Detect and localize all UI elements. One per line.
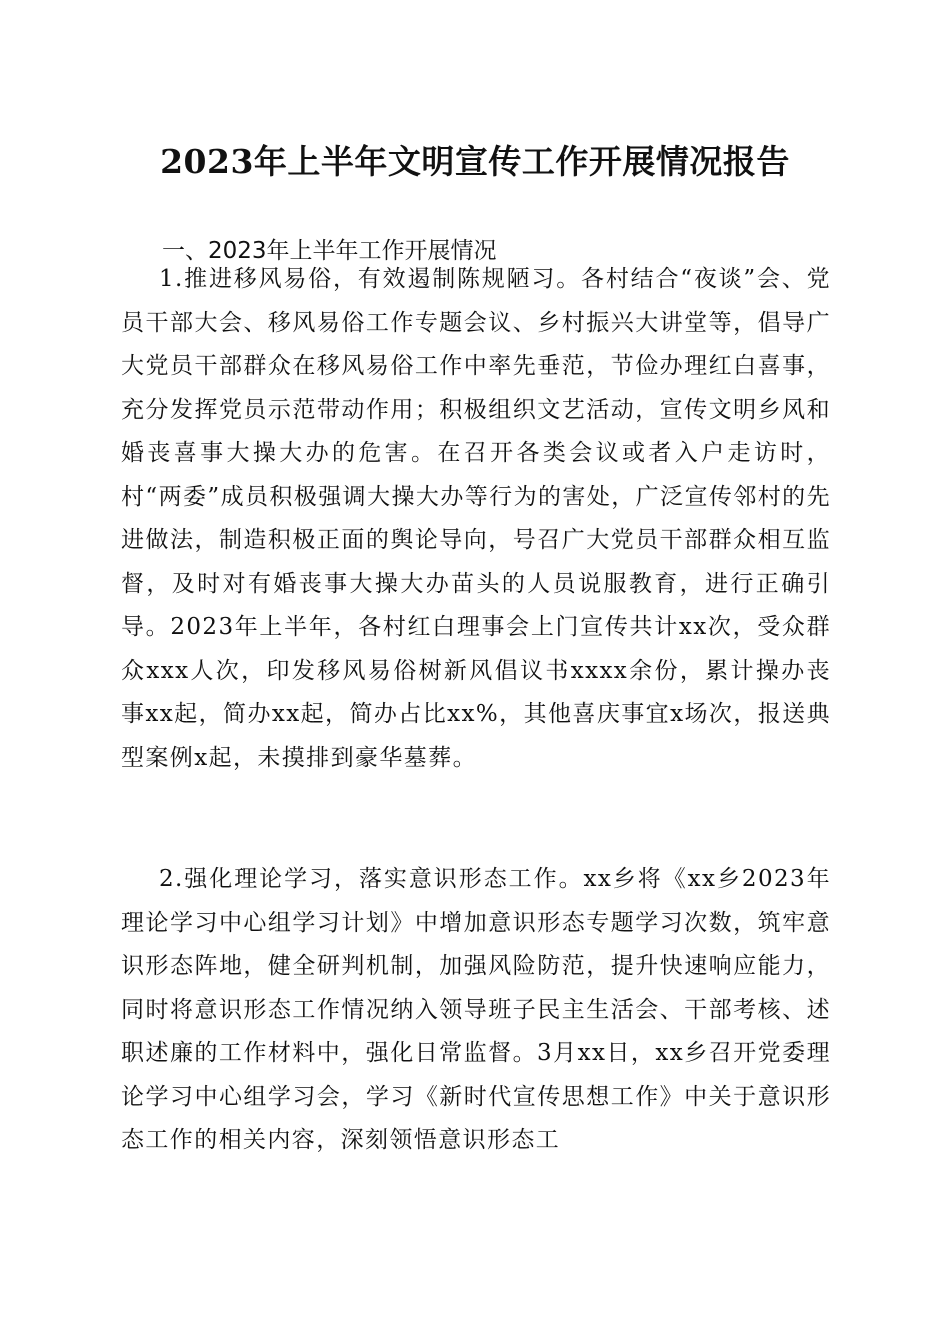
paragraph-1: 1.推进移风易俗，有效遏制陈规陋习。各村结合“夜谈”会、党员干部大会、移风易俗工作专题会议、乡村振兴大讲堂等，倡导广大党员干部群众在移风易俗工作中率先垂范，节俭办理红白喜事，充分发挥党员示范带动作用；积极组织文艺活动，宣传文明乡风和婚丧喜事大操大办的危害。在召开各类会议或者入户走访时，村“两委”成员积极强调大操大办等行为的害处，广泛宣传邻村的先进做法，制造积极正面的舆论导向，号召广大党员干部群众相互监督，及时对有婚丧事大操大办苗头的人员说服教育，进行正确引导。2023年上半年，各村红白理事会上门宣传共计xx次，受众群众xxx人次，印发移风易俗树新风倡议书xxxx余份，累计操办丧事xx起，简办xx起，简办占比xx%，其他喜庆事宜x场次，报送典型案例x起，未摸排到豪华墓葬。: [121, 266, 831, 771]
paragraph-2: 2.强化理论学习，落实意识形态工作。xx乡将《xx乡2023年理论学习中心组学习计划》中增加意识形态专题学习次数，筑牢意识形态阵地，健全研判机制，加强风险防范，提升快速响应能力，同时将意识形态工作情况纳入领导班子民主生活会、干部考核、述职述廉的工作材料中，强化日常监督。3月xx日，xx乡召开党委理论学习中心组学习会，学习《新时代宣传思想工作》中关于意识形态工作的相关内容，深刻领悟意识形态工: [121, 866, 831, 1153]
section-heading: 一、2023年上半年工作开展情况: [162, 238, 497, 264]
document-title: 2023年上半年文明宣传工作开展情况报告: [160, 142, 790, 181]
